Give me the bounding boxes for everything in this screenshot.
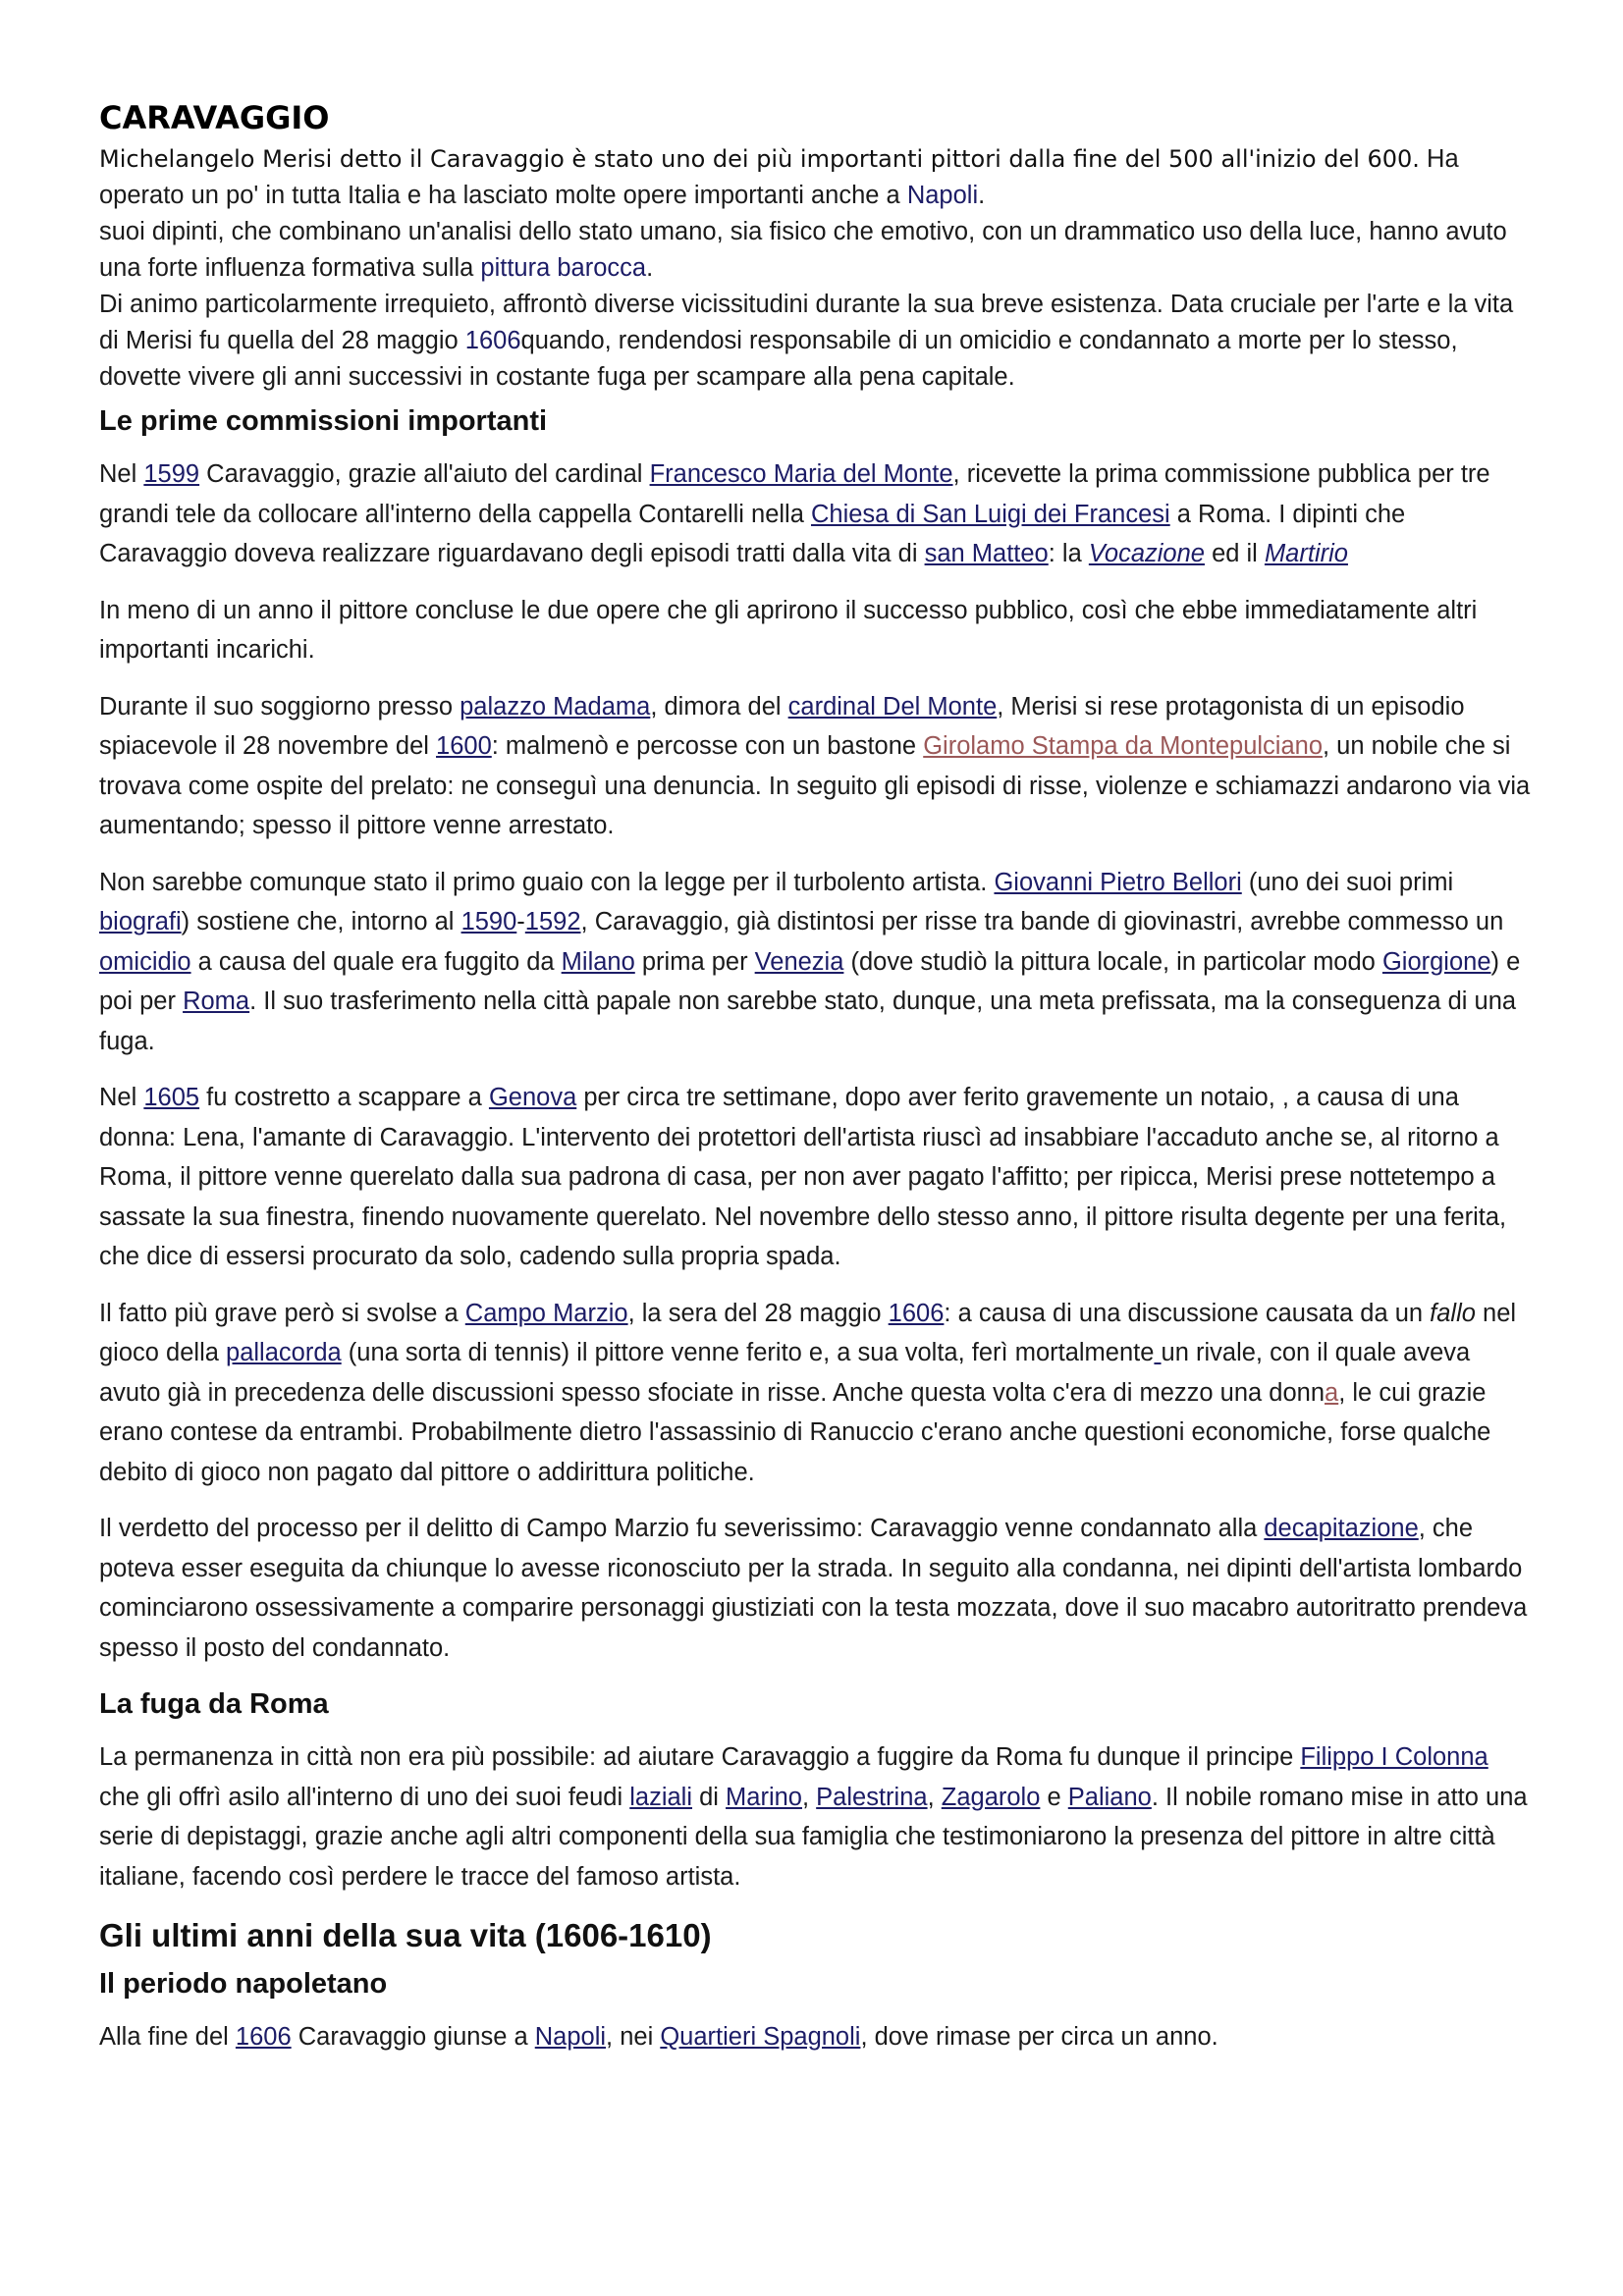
- text: per circa tre settimane, dopo aver ferito gravemente un notaio, , a causa di una donna: Lena, l'amante di Caravaggio. L'intervento dei protettori dell'artista riuscì ad insabbiare l'accaduto anche se, al ritorno a Roma, il pittore venne querelato dalla sua padrona di casa, per non aver pagato l'affitto; per ripicca, Merisi prese nottetempo a sassate la sua finestra, finendo nuovamente querelato. Nel novembre dello stesso anno, il pittore risulta degente per una ferita, che dice di essersi procurato da solo, cadendo sulla propria spada.: [99, 1084, 1507, 1270]
- link-cardinal-del-monte[interactable]: cardinal Del Monte: [787, 692, 998, 721]
- link-laziali[interactable]: laziali: [629, 1783, 693, 1811]
- text: , dove rimase per circa un anno.: [860, 2023, 1218, 2051]
- link-omicidio[interactable]: omicidio: [99, 947, 191, 976]
- text: nel gioco della: [99, 1299, 1517, 1366]
- link-venezia[interactable]: Venezia: [754, 947, 844, 976]
- link-francesco-maria-del-monte[interactable]: Francesco Maria del Monte: [649, 460, 953, 488]
- section-heading-prime-commissioni: Le prime commissioni importanti: [99, 405, 548, 437]
- link-giorgione[interactable]: Giorgione: [1381, 947, 1491, 976]
- text: , la sera del 28 maggio: [627, 1299, 889, 1327]
- intro-text: .: [646, 254, 654, 282]
- link-pallacorda[interactable]: pallacorda: [226, 1339, 342, 1366]
- link-vocazione[interactable]: Vocazione: [1088, 540, 1205, 567]
- link-palazzo-madama[interactable]: palazzo Madama: [460, 692, 651, 721]
- text: Caravaggio giunse a: [291, 2023, 535, 2051]
- text: Non sarebbe comunque stato il primo guaio con la legge per il turbolento artista.: [99, 868, 995, 896]
- paragraph-genova: [99, 1078, 1533, 1277]
- link-san-matteo[interactable]: san Matteo: [924, 540, 1049, 567]
- link-1605[interactable]: 1605: [143, 1084, 200, 1111]
- paragraph-verdetto: [99, 1509, 1533, 1668]
- text: (dove studiò la pittura locale, in particolar modo: [843, 947, 1382, 976]
- text: (uno dei suoi primi: [1241, 868, 1454, 896]
- text: Nel: [99, 460, 144, 488]
- text: . Il suo trasferimento nella città papale non sarebbe stato, dunque, una meta prefissata, ma la conseguenza di una fuga.: [99, 988, 1517, 1055]
- text: prima per: [634, 947, 755, 976]
- text: che gli offrì asilo all'interno di uno dei suoi feudi: [99, 1783, 630, 1811]
- link-milano[interactable]: Milano: [561, 947, 635, 976]
- paragraph-campo-marzio: [99, 1294, 1533, 1493]
- document-page: [99, 94, 1533, 2074]
- link-martirio[interactable]: Martirio: [1264, 540, 1348, 567]
- section-heading-fuga-da-roma: La fuga da Roma: [99, 1688, 329, 1720]
- link-genova[interactable]: Genova: [488, 1084, 577, 1111]
- link-biografi[interactable]: biografi: [99, 908, 182, 935]
- section-heading-ultimi-anni: Gli ultimi anni della sua vita (1606-1610): [99, 1917, 712, 1953]
- text: , Caravaggio, già distintosi per risse tra bande di giovinastri, avrebbe commesso un: [580, 908, 1504, 935]
- text: : la: [1048, 540, 1089, 567]
- text: , Merisi si rese protagonista di un episodio spiacevole il 28 novembre del: [99, 692, 1465, 760]
- text: Durante il suo soggiorno presso: [99, 692, 460, 721]
- link-1590[interactable]: 1590: [460, 908, 517, 935]
- intro-sentence-4: Di animo particolarmente irrequieto, affrontò diverse vicissitudini durante la sua breve esistenza. Data cruciale per l'arte e la vita di Merisi fu quella del 28 maggio: [99, 291, 1514, 354]
- paragraph-commissione: [99, 454, 1533, 574]
- text: : a causa di una discussione causata da un: [944, 1299, 1431, 1327]
- link-pittura-barocca[interactable]: pittura barocca: [480, 254, 647, 282]
- text: Alla fine del: [99, 2023, 236, 2051]
- text: Nel: [99, 1084, 144, 1111]
- link-1592[interactable]: 1592: [524, 908, 581, 935]
- link-paliano[interactable]: Paliano: [1067, 1783, 1152, 1811]
- link-decapitazione[interactable]: decapitazione: [1264, 1515, 1419, 1542]
- text: Il verdetto del processo per il delitto di Campo Marzio fu severissimo: Caravaggio venne condannato alla: [99, 1515, 1265, 1542]
- text: , che poteva esser eseguita da chiunque lo avesse riconosciuto per la strada. In seguito alla condanna, nei dipinti dell'artista lombardo cominciarono ossessivamente a comparire personaggi giustiziati con la testa mozzata, dove il suo macabro autoritratto prendeva spesso il posto del condannato.: [99, 1515, 1528, 1662]
- link-1606-napoli[interactable]: 1606: [235, 2023, 292, 2051]
- link-palestrina[interactable]: Palestrina: [816, 1783, 928, 1811]
- text: (una sorta di tennis) il pittore venne ferito e, a sua volta, ferì mortalmente: [341, 1339, 1155, 1366]
- subsection-heading-periodo-napoletano: Il periodo napoletano: [99, 1968, 388, 2000]
- text: e: [1040, 1783, 1068, 1811]
- paragraph-guaio-legge: [99, 863, 1533, 1062]
- paragraph-napoli: [99, 2017, 1533, 2057]
- intro-text: quando, rendendosi responsabile di un omicidio e condannato a morte per lo stesso, dovette vivere gli anni successivi in costante fuga per scampare alla pena capitale.: [99, 327, 1458, 391]
- emphasis-fallo: fallo: [1430, 1299, 1476, 1327]
- link-1606-intro[interactable]: 1606: [464, 327, 521, 354]
- link-space[interactable]: [1154, 1339, 1161, 1366]
- text: , un nobile che si trovava come ospite del prelato: ne conseguì una denuncia. In seguito gli episodi di risse, violenze e schiamazzi andarono via via aumentando; spesso il pittore venne arrestato.: [99, 732, 1531, 839]
- link-campo-marzio[interactable]: Campo Marzio: [464, 1299, 628, 1327]
- link-giovanni-pietro-bellori[interactable]: Giovanni Pietro Bellori: [994, 868, 1242, 896]
- text: a Roma. I dipinti che Caravaggio doveva realizzare riguardavano degli episodi tratti dalla vita di: [99, 500, 1406, 567]
- text: un rivale, con il quale aveva avuto già in precedenza delle discussioni spesso sfociate in risse. Anche questa volta c'era di mezzo una donn: [99, 1339, 1471, 1407]
- text: -: [516, 908, 525, 935]
- link-roma[interactable]: Roma: [183, 988, 250, 1015]
- text: Il fatto più grave però si svolse a: [99, 1299, 465, 1327]
- intro-sentence-3: suoi dipinti, che combinano un'analisi dello stato umano, sia fisico che emotivo, con un drammatico uso della luce, hanno avuto una forte influenza formativa sulla: [99, 218, 1507, 282]
- intro-sentence-2: Ha operato un po' in tutta Italia e ha lasciato molte opere importanti anche a: [99, 145, 1459, 209]
- link-a[interactable]: a: [1325, 1378, 1339, 1407]
- paragraph-fuga: [99, 1737, 1533, 1896]
- link-chiesa-san-luigi[interactable]: Chiesa di San Luigi dei Francesi: [810, 500, 1170, 528]
- document-title: CARAVAGGIO: [99, 99, 330, 136]
- text: La permanenza in città non era più possibile: ad aiutare Caravaggio a fuggire da Roma fu dunque il principe: [99, 1743, 1301, 1771]
- text: ,: [802, 1783, 817, 1811]
- paragraph-palazzo-madama: [99, 687, 1533, 846]
- link-napoli-intro[interactable]: Napoli: [906, 182, 979, 209]
- link-girolamo-stampa[interactable]: Girolamo Stampa da Montepulciano: [923, 732, 1324, 760]
- text: di: [692, 1783, 727, 1811]
- intro-text: .: [978, 182, 986, 209]
- link-1600[interactable]: 1600: [436, 732, 492, 760]
- intro-sentence-1: Michelangelo Merisi detto il Caravaggio è stato uno dei più importanti pittori dalla fine del 500 all'inizio del 600.: [99, 145, 1420, 173]
- link-marino[interactable]: Marino: [726, 1783, 802, 1811]
- link-filippo-colonna[interactable]: Filippo I Colonna: [1300, 1743, 1488, 1771]
- intro-paragraph: [99, 141, 1533, 396]
- link-1599[interactable]: 1599: [143, 460, 200, 488]
- paragraph-successo: In meno di un anno il pittore concluse le due opere che gli aprirono il successo pubblico, così che ebbe immediatamente altri importanti incarichi.: [99, 596, 1478, 664]
- link-quartieri-spagnoli[interactable]: Quartieri Spagnoli: [660, 2023, 861, 2051]
- text: , nei: [606, 2023, 661, 2051]
- text: a causa del quale era fuggito da: [190, 947, 562, 976]
- text: ,: [927, 1783, 942, 1811]
- text: ed il: [1204, 540, 1265, 567]
- text: Caravaggio, grazie all'aiuto del cardinal: [199, 460, 650, 488]
- text: ) sostiene che, intorno al: [181, 908, 461, 935]
- text: . Il nobile romano mise in atto una serie di depistaggi, grazie anche agli altri componenti della sua famiglia che testimoniarono la presenza del pittore in altre città italiane, facendo così perdere le tracce del famoso artista.: [99, 1783, 1528, 1891]
- link-napoli[interactable]: Napoli: [534, 2023, 607, 2051]
- text: , ricevette la prima commissione pubblica per tre grandi tele da collocare all'interno della cappella Contarelli nella: [99, 460, 1490, 528]
- link-1606[interactable]: 1606: [888, 1299, 945, 1327]
- text: : malmenò e percosse con un bastone: [491, 732, 924, 760]
- text: , le cui grazie erano contese da entrambi. Probabilmente dietro l'assassinio di Ranuccio c'erano anche questioni economiche, forse qualche debito di gioco non pagato dal pittore o addirittura politiche.: [99, 1378, 1491, 1486]
- text: ) e poi per: [99, 947, 1521, 1015]
- text: , dimora del: [650, 692, 788, 721]
- text: fu costretto a scappare a: [199, 1084, 489, 1111]
- link-zagarolo[interactable]: Zagarolo: [941, 1783, 1041, 1811]
